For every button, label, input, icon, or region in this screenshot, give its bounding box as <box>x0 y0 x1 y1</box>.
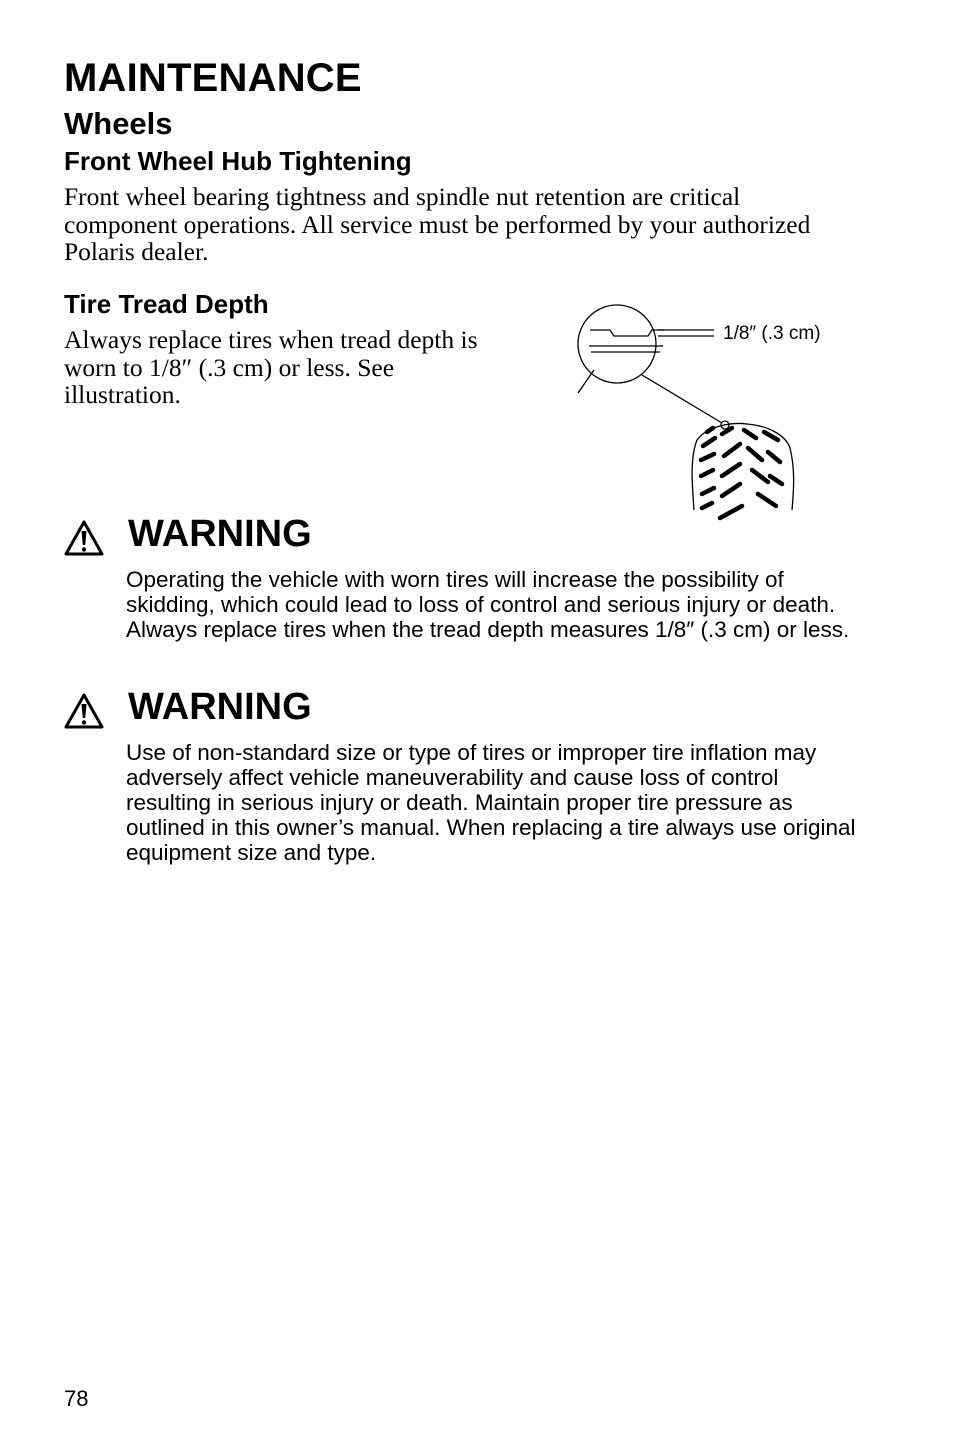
magnifier-circle <box>578 305 656 383</box>
paragraph-tire-tread-depth: Always replace tires when tread depth is worn to 1/8″ (.3 cm) or less. See illustration. <box>64 325 478 409</box>
tire-outline <box>692 424 794 510</box>
warning-text: Operating the vehicle with worn tires will increase the possibility of skidding, which could lead to loss of control and serious injury or death. Always replace tires when the tread depth measures 1/8″ (.3 cm) or less. <box>126 567 850 642</box>
paragraph-front-wheel-hub: Front wheel bearing tightness and spindle nut retention are critical component operations. All service must be performed by your authorized Polaris dealer. <box>64 182 811 266</box>
page-number: 78 <box>64 1386 89 1411</box>
warning-triangle-icon <box>64 693 104 729</box>
warning-heading: WARNING <box>128 513 312 555</box>
warning-text: Use of non-standard size or type of tires or improper tire inflation may adversely affect vehicle maneuverability and cause loss of control resulting in serious injury or death. Maintain proper tire pressure as outlined in this owner’s manual. When replacing a tire always use original equipment size and type. <box>126 740 856 865</box>
leader-line <box>578 370 594 393</box>
subheading-tire-tread-depth: Tire Tread Depth <box>64 289 269 319</box>
subheading-front-wheel-hub: Front Wheel Hub Tightening <box>64 146 412 176</box>
section-heading-wheels: Wheels <box>64 106 173 141</box>
warning-triangle-icon <box>64 520 104 556</box>
page-title: MAINTENANCE <box>64 56 362 100</box>
tread-depth-label: 1/8″ (.3 cm) <box>723 323 821 344</box>
tread-profile <box>590 330 664 336</box>
leader-line <box>642 375 722 423</box>
warning-heading: WARNING <box>128 686 312 728</box>
